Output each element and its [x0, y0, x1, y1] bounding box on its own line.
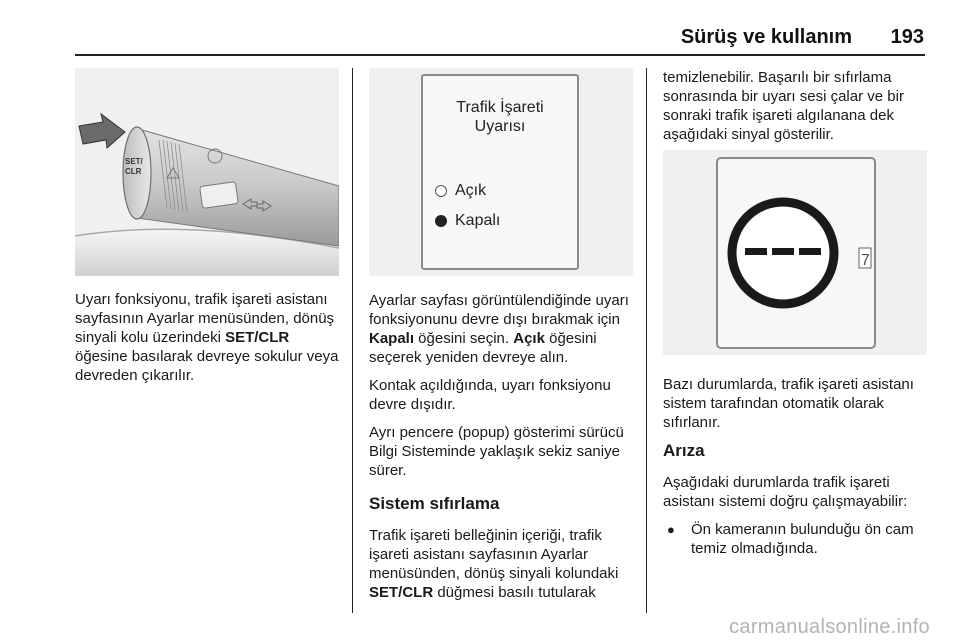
column-2-text: [369, 291, 637, 611]
column-3-top-text: [663, 68, 928, 153]
header-title: Sürüş ve kullanım: [680, 26, 852, 48]
column-2-paragraph-2: Kontak açıldığında, uyarı fonksiyonu devre dışıdır.: [369, 377, 611, 413]
option-on: Açık: [435, 182, 486, 200]
column-1-paragraph: Uyarı fonksiyonu, trafik işareti asistanı sayfasının Ayarlar menüsünden, dönüş sinyali kolu üzerindeki SET/CLR öğesine basılarak devreye sokulur veya devreden çıkarılır.: [75, 291, 339, 384]
end-of-restriction-sign-icon: [663, 150, 927, 355]
settings-panel: [421, 74, 579, 270]
watermark: carmanualsonline.info: [729, 616, 930, 638]
column-2-paragraph-4: Trafik işareti belleğinin içeriği, trafik işareti asistanı sayfasının Ayarlar menüsünden, dönüş sinyali kolundaki SET/CLR düğmesi basılı tutularak: [369, 527, 619, 601]
radio-unselected-icon: [435, 185, 447, 197]
column-3-paragraph-2: Bazı durumlarda, trafik işareti asistanı sistem tarafından otomatik olarak sıfırlanır.: [663, 376, 914, 431]
turn-signal-stalk-icon: [75, 68, 339, 276]
option-off: Kapalı: [435, 212, 500, 230]
header-rule: [75, 54, 925, 56]
figure-settings-display: [369, 68, 633, 276]
panel-title: Trafik İşareti Uyarısı: [456, 99, 544, 135]
section-heading-reset: Sistem sıfırlama: [369, 494, 500, 513]
column-3-paragraph-1: temizlenebilir. Başarılı bir sıfırlama sonrasında bir uyarı sesi çalar ve bir sonraki trafik işareti algılanana dek aşağıdaki sinyal gösterilir.: [663, 69, 904, 143]
column-3-bottom-text: [663, 375, 931, 558]
column-divider-1: [352, 68, 353, 613]
svg-text:SET/: SET/: [125, 157, 143, 166]
page-number: 193: [890, 26, 924, 48]
column-2-paragraph-3: Ayrı pencere (popup) gösterimi sürücü Bilgi Sisteminde yaklaşık sekiz saniye sürer.: [369, 424, 624, 479]
section-heading-fault: Arıza: [663, 441, 705, 460]
list-item: ● Ön kameranın bulunduğu ön cam temiz olmadığında.: [667, 521, 914, 557]
svg-text:CLR: CLR: [125, 167, 142, 176]
figure-turn-signal-stalk: [75, 68, 339, 276]
column-3-paragraph-3: Aşağıdaki durumlarda trafik işareti asistanı sistemi doğru çalışmayabilir:: [663, 474, 908, 510]
column-2-paragraph-1: Ayarlar sayfası görüntülendiğinde uyarı fonksiyonunu devre dışı bırakmak için Kapalı öğesini seçin. Açık öğesini seçerek yeniden devreye alın.: [369, 292, 629, 366]
sign-label: 7: [861, 252, 870, 269]
figure-reset-sign: [663, 150, 927, 355]
bullet-icon: ●: [667, 522, 675, 537]
column-divider-2: [646, 68, 647, 613]
radio-selected-icon: [435, 215, 447, 227]
column-1-text: [75, 290, 345, 394]
